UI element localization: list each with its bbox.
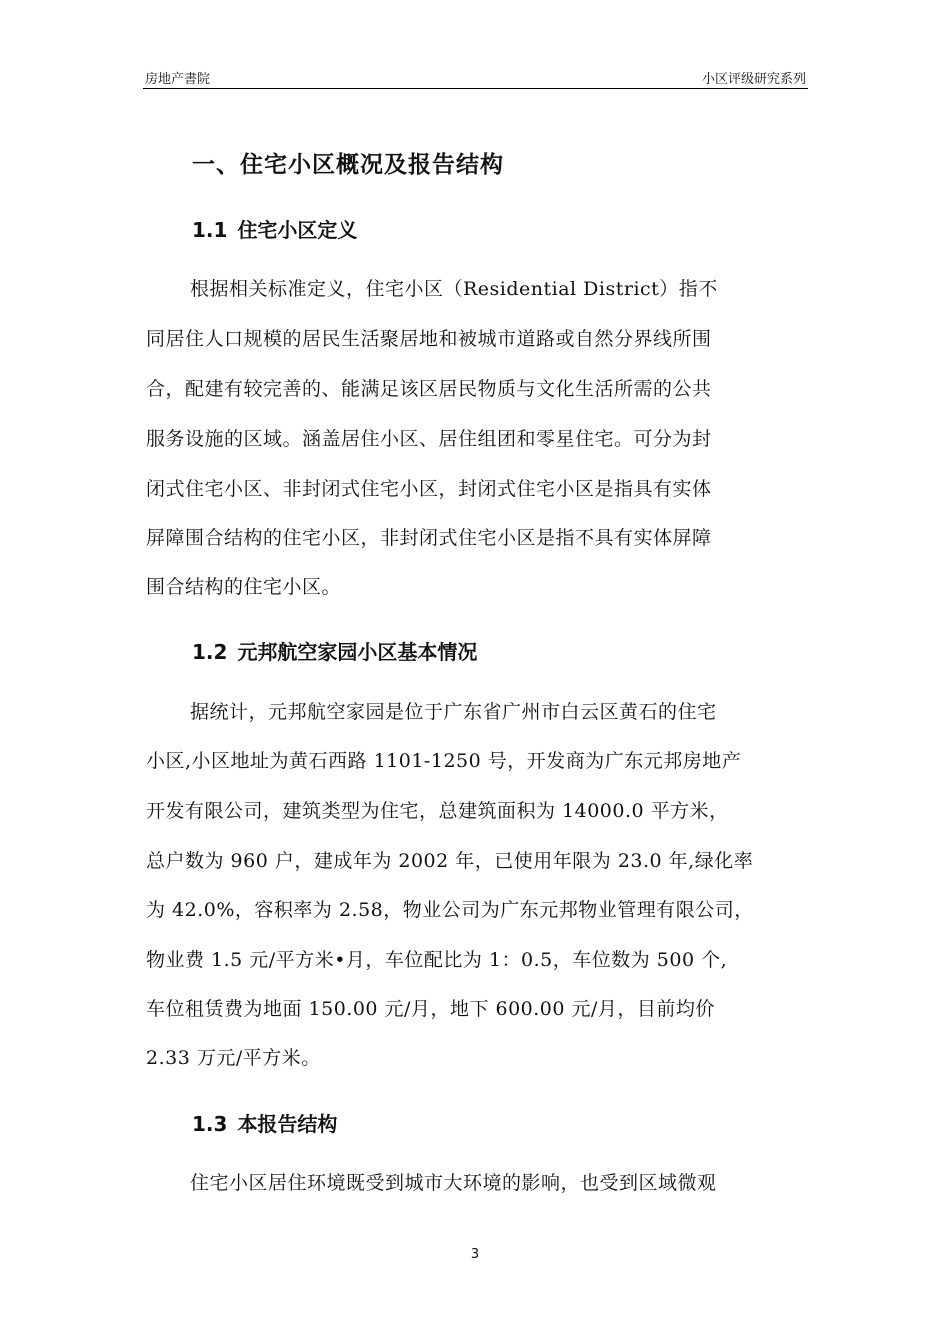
paragraph-line: 车位租赁费为地面 150.00 元/月，地下 600.00 元/月，目前均价	[146, 998, 715, 1020]
paragraph-line: 合，配建有较完善的、能满足该区居民物质与文化生活所需的公共	[146, 378, 712, 400]
paragraph-line: 2.33 万元/平方米。	[146, 1047, 321, 1069]
paragraph-line: 服务设施的区域。涵盖居住小区、居住组团和零星住宅。可分为封	[146, 428, 712, 450]
section-number: 1.3	[192, 1112, 228, 1136]
paragraph-line: 总户数为 960 户，建成年为 2002 年，已使用年限为 23.0 年,绿化率	[146, 850, 754, 872]
chapter-title: 一、住宅小区概况及报告结构	[192, 152, 504, 178]
paragraph-line: 闭式住宅小区、非封闭式住宅小区，封闭式住宅小区是指具有实体	[146, 478, 712, 500]
section-number: 1.2	[192, 640, 228, 664]
paragraph-line: 为 42.0%，容积率为 2.58，物业公司为广东元邦物业管理有限公司，	[146, 899, 754, 921]
paragraph-line: 根据相关标准定义，住宅小区（Residential District）指不	[190, 278, 718, 300]
paragraph-line: 围合结构的住宅小区。	[146, 576, 342, 598]
section-heading-1-3	[192, 1108, 337, 1137]
section-heading-text: 本报告结构	[237, 1112, 338, 1136]
header-left-text: 房地产書院	[145, 72, 211, 87]
paragraph-line: 同居住人口规模的居民生活聚居地和被城市道路或自然分界线所围	[146, 328, 712, 350]
paragraph-line: 小区,小区地址为黄石西路 1101-1250 号，开发商为广东元邦房地产	[146, 750, 742, 772]
section-heading-1-2	[192, 636, 477, 665]
header-right-text: 小区评级研究系列	[701, 72, 806, 87]
section-heading-text: 住宅小区定义	[237, 218, 358, 242]
page-number: 3	[470, 1247, 480, 1262]
section-heading-text: 元邦航空家园小区基本情况	[237, 640, 478, 664]
page-header	[143, 66, 808, 89]
paragraph-line: 开发有限公司，建筑类型为住宅，总建筑面积为 14000.0 平方米，	[146, 800, 729, 822]
paragraph-line: 据统计，元邦航空家园是位于广东省广州市白云区黄石的住宅	[190, 701, 717, 723]
paragraph-line: 住宅小区居住环境既受到城市大环境的影响，也受到区域微观	[190, 1172, 717, 1194]
paragraph-line: 屏障围合结构的住宅小区，非封闭式住宅小区是指不具有实体屏障	[146, 527, 712, 549]
paragraph-line: 物业费 1.5 元/平方米•月，车位配比为 1：0.5，车位数为 500 个,	[146, 949, 728, 971]
section-heading-1-1	[192, 214, 357, 243]
section-number: 1.1	[192, 218, 228, 242]
